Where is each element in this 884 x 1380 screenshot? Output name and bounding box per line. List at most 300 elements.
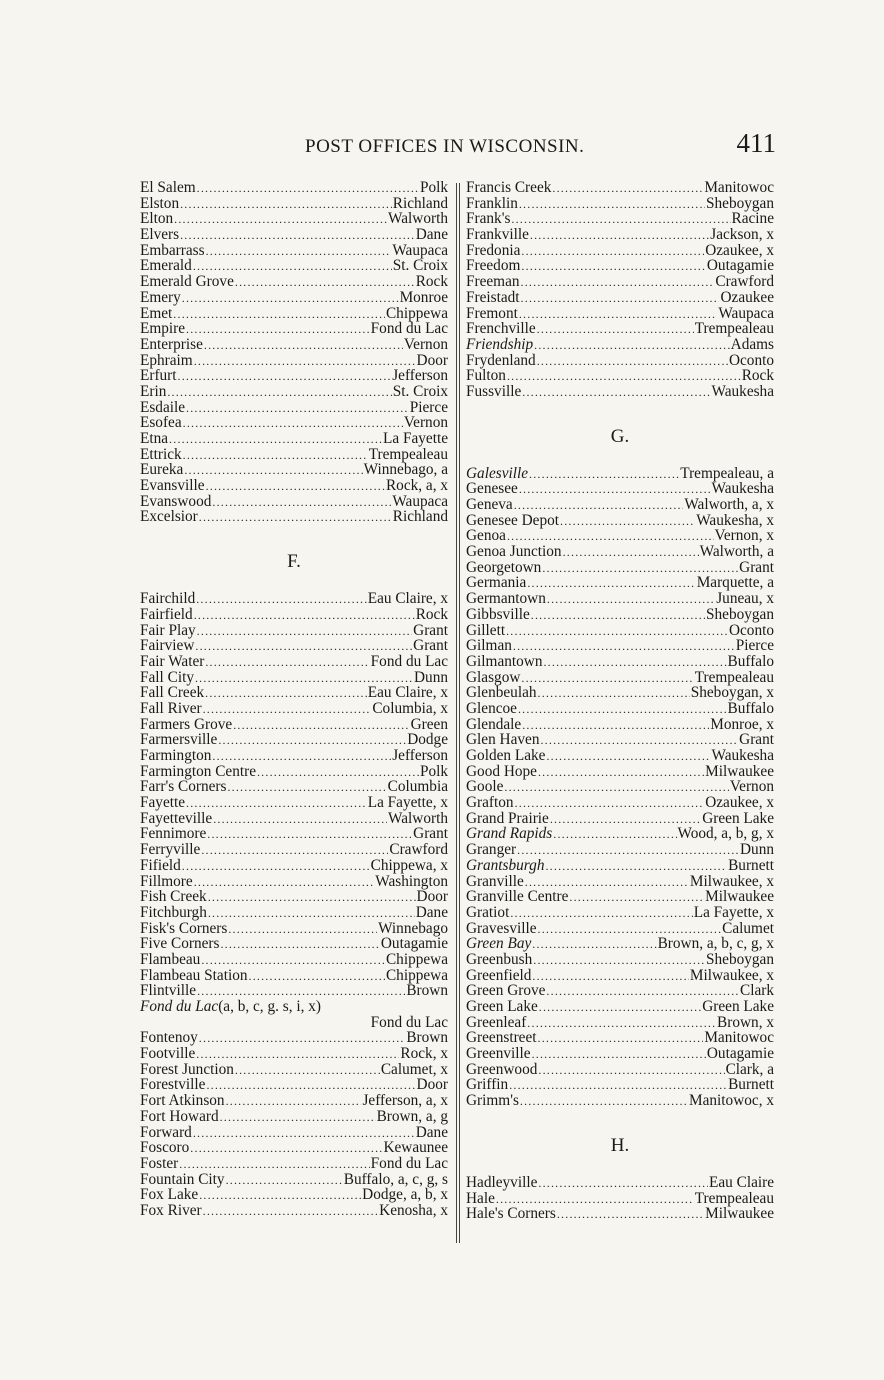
county-name: Crawford	[389, 841, 448, 859]
dot-leader	[521, 259, 705, 275]
post-office-entry	[466, 1093, 774, 1109]
post-office-entry	[466, 811, 774, 827]
dot-leader	[534, 338, 730, 354]
dot-leader	[521, 291, 720, 307]
post-office-entry	[466, 227, 774, 243]
dot-leader	[532, 937, 656, 953]
dot-leader	[228, 922, 377, 938]
county-name: Eau Claire, x	[367, 684, 448, 702]
dot-leader	[513, 639, 735, 655]
post-office-name: Fussville	[466, 382, 522, 400]
dot-leader	[569, 890, 704, 906]
post-office-entry	[140, 905, 448, 921]
dot-leader	[518, 702, 727, 718]
post-office-entry	[140, 623, 448, 639]
county-name: Juneau, x	[716, 590, 774, 608]
dot-leader	[538, 1063, 724, 1079]
dot-leader	[521, 244, 704, 260]
county-name: Crawford	[715, 273, 774, 291]
post-office-name: Fifield	[140, 856, 181, 874]
county-name: Waukesha, x	[696, 511, 774, 529]
dot-leader	[531, 608, 705, 624]
dot-leader	[180, 228, 415, 244]
post-office-entry	[140, 968, 448, 984]
post-office-name: Golden Lake	[466, 747, 546, 764]
dot-leader	[532, 969, 688, 985]
county-name: La Fayette, x	[367, 794, 448, 812]
post-office-name: Farr's Corners	[140, 778, 227, 796]
post-office-entry	[466, 1062, 774, 1078]
county-name: Brown	[406, 1029, 448, 1047]
post-office-entry	[466, 353, 774, 369]
county-name: Fond du Lac	[370, 1013, 448, 1031]
post-office-name: Genesee	[466, 480, 518, 498]
post-office-name: Grand Prairie	[466, 809, 549, 827]
dot-leader	[190, 1141, 382, 1157]
dot-leader	[522, 385, 710, 401]
county-name: Door	[416, 888, 448, 906]
county-name: Columbia, x	[372, 699, 448, 717]
post-office-entry	[140, 1015, 448, 1031]
post-office-name: Gravesville	[466, 919, 537, 937]
dot-leader	[517, 843, 739, 859]
dot-leader	[220, 937, 379, 953]
post-office-name: Emerald Grove	[140, 273, 234, 291]
post-office-name: Farmersville	[140, 731, 218, 749]
running-title: POST OFFICES IN WISCONSIN.	[305, 136, 585, 157]
post-office-entry	[140, 607, 448, 623]
county-name: Sheboygan	[706, 605, 774, 623]
post-office-entry	[140, 1125, 448, 1141]
post-office-entry	[466, 968, 774, 984]
county-name: Door	[416, 1076, 448, 1094]
post-office-name: Fontenoy	[140, 1029, 198, 1047]
county-name: Monroe, x	[710, 715, 774, 733]
county-name: Waukesha	[711, 382, 774, 400]
post-office-name: Gilman	[466, 637, 512, 655]
post-office-name: Erfurt	[140, 367, 177, 385]
county-name: La Fayette, x	[693, 903, 774, 921]
post-office-entry	[140, 811, 448, 827]
post-office-name: Griffin	[466, 1076, 509, 1094]
county-name: Dane	[415, 1123, 448, 1141]
dot-leader	[507, 369, 741, 385]
post-office-entry	[466, 905, 774, 921]
dot-leader	[519, 307, 717, 323]
dot-leader	[540, 733, 738, 749]
section-heading: G.	[610, 425, 630, 447]
county-name: Vernon	[729, 778, 774, 796]
post-office-entry	[466, 211, 774, 227]
post-office-name: Germania	[466, 574, 527, 592]
post-office-entry	[140, 321, 448, 337]
post-office-entry	[140, 180, 448, 196]
county-name: Milwaukee	[705, 762, 774, 780]
dot-leader	[538, 1031, 704, 1047]
post-office-name: Fish Creek	[140, 888, 207, 906]
county-name: Pierce	[735, 637, 774, 655]
dot-leader	[547, 592, 715, 608]
post-office-name: Footville	[140, 1045, 196, 1063]
county-name: Dodge	[407, 731, 448, 749]
county-name: Buffalo, a, c, g, s	[343, 1170, 448, 1188]
county-name: Ozaukee	[720, 288, 774, 306]
dot-leader	[529, 467, 679, 483]
dot-leader	[193, 1126, 415, 1142]
dot-leader	[186, 401, 409, 417]
county-name: Dane	[415, 226, 448, 244]
dot-leader	[511, 212, 730, 228]
county-name: Fond du Lac	[370, 1154, 448, 1172]
post-office-name: Gilmantown	[466, 652, 543, 670]
county-name: Jackson, x	[710, 226, 774, 244]
post-office-entry	[140, 638, 448, 654]
post-office-entry	[140, 211, 448, 227]
dot-leader	[184, 463, 362, 479]
post-office-entry	[140, 494, 448, 510]
post-office-name: Esofea	[140, 414, 182, 432]
county-name: Clark	[740, 982, 774, 1000]
county-name: Outagamie	[706, 1045, 774, 1063]
county-name: Racine	[731, 210, 774, 228]
post-office-entry	[140, 1187, 448, 1203]
dot-leader	[199, 510, 392, 526]
post-office-entry	[466, 1015, 774, 1031]
post-office-name: Fredonia	[466, 241, 521, 259]
post-office-entry	[140, 1203, 448, 1219]
post-office-name: Fitchburgh	[140, 903, 207, 921]
post-office-name: Genoa Junction	[466, 543, 562, 561]
county-name: Rock	[415, 273, 448, 291]
dot-leader	[227, 780, 386, 796]
post-office-name: Granville Centre	[466, 888, 569, 906]
county-name: Calumet	[722, 919, 774, 937]
dot-leader	[203, 1204, 379, 1220]
county-name: Sheboygan	[706, 950, 774, 968]
post-office-name: Granger	[466, 841, 517, 859]
dot-leader	[530, 228, 709, 244]
post-office-entry	[466, 321, 774, 337]
post-office-name: Fall City	[140, 668, 194, 686]
dot-leader	[182, 859, 370, 875]
post-office-entry	[140, 337, 448, 353]
county-name: Brown, x	[717, 1013, 774, 1031]
dot-leader	[194, 875, 375, 891]
post-office-entry	[466, 952, 774, 968]
county-name: Clark, a	[725, 1060, 774, 1078]
county-name: Eau Claire, x	[367, 590, 448, 608]
post-office-name: Germantown	[466, 590, 546, 608]
post-office-name: Fair Play	[140, 621, 196, 639]
dot-leader	[183, 448, 368, 464]
county-name: Grant	[739, 558, 774, 576]
post-office-name: Georgetown	[466, 558, 542, 576]
dot-leader	[201, 843, 388, 859]
post-office-name: Fort Atkinson	[140, 1092, 225, 1110]
post-office-name: Frydenland	[466, 351, 536, 369]
post-office-entry	[140, 196, 448, 212]
county-name: Walworth	[388, 809, 448, 827]
county-name: Dunn	[414, 668, 448, 686]
post-office-entry	[466, 544, 774, 560]
county-name: Waukesha	[711, 480, 774, 498]
left-column	[140, 180, 448, 1219]
post-office-entry	[466, 591, 774, 607]
post-office-entry	[466, 889, 774, 905]
dot-leader	[538, 765, 704, 781]
post-office-name: Francis Creek	[466, 179, 552, 196]
dot-leader	[521, 671, 693, 687]
dot-leader	[226, 1173, 343, 1189]
dot-leader	[519, 482, 711, 498]
post-office-entry	[140, 274, 448, 290]
post-office-entry	[466, 936, 774, 952]
post-office-name: Farmington	[140, 747, 212, 764]
county-name: Winnebago	[378, 919, 448, 937]
county-name: Sheboygan, x	[690, 684, 774, 702]
post-office-name: Greenfield	[466, 966, 532, 984]
county-name: Grant	[413, 637, 448, 655]
post-office-entry	[466, 1077, 774, 1093]
dot-leader	[207, 827, 412, 843]
post-office-entry	[140, 1109, 448, 1125]
post-office-entry	[466, 764, 774, 780]
post-office-name: Glasgow	[466, 668, 521, 686]
post-office-name: Fisk's Corners	[140, 919, 228, 937]
county-name: Fond du Lac	[370, 652, 448, 670]
county-name: Vernon, x	[714, 527, 774, 545]
post-office-entry	[140, 654, 448, 670]
post-office-name: Greenleaf	[466, 1013, 527, 1031]
post-office-name: Frankville	[466, 226, 529, 244]
dot-leader	[218, 733, 406, 749]
dot-leader	[169, 432, 382, 448]
post-office-name: Geneva	[466, 496, 513, 513]
county-name: Manitowoc	[704, 179, 774, 196]
county-name: Manitowoc	[704, 1029, 774, 1047]
post-office-entry	[140, 258, 448, 274]
post-office-name: Fort Howard	[140, 1107, 219, 1125]
county-name: Vernon	[403, 335, 448, 353]
post-office-entry	[140, 936, 448, 952]
county-name: Columbia	[387, 778, 448, 796]
county-name: Richland	[392, 194, 448, 212]
dot-leader	[235, 275, 415, 291]
dot-leader	[213, 812, 387, 828]
dot-leader	[539, 1000, 701, 1016]
post-office-entry	[466, 560, 774, 576]
post-office-name: Glen Haven	[466, 731, 540, 749]
post-office-entry	[466, 717, 774, 733]
county-name: Eau Claire	[709, 1173, 774, 1191]
post-office-entry	[466, 1046, 774, 1062]
dot-leader	[527, 1016, 716, 1032]
post-office-name: Fond du Lac	[140, 998, 219, 1015]
post-office-name: Fillmore	[140, 872, 193, 890]
post-office-name: Empire	[140, 320, 186, 338]
post-office-entry	[140, 701, 448, 717]
post-office-entry	[140, 826, 448, 842]
post-office-entry	[466, 1206, 774, 1222]
post-office-name: Fair Water	[140, 652, 205, 670]
county-name: Kenosha, x	[379, 1201, 448, 1219]
county-name: Waukesha	[711, 747, 774, 764]
post-office-name: Ettrick	[140, 445, 182, 463]
county-name: Trempealeau	[694, 320, 774, 338]
post-office-entry	[466, 1175, 774, 1191]
post-office-entry	[466, 466, 774, 482]
county-name: Jefferson	[392, 747, 448, 764]
post-office-name: Elvers	[140, 226, 180, 244]
post-office-name: Evanswood	[140, 492, 212, 510]
post-office-entry	[466, 196, 774, 212]
post-office-entry	[140, 748, 448, 764]
post-office-name: Fairfield	[140, 605, 193, 623]
county-name: Oconto	[728, 351, 774, 369]
county-name: Milwaukee	[705, 888, 774, 906]
county-name: Richland	[392, 508, 448, 526]
county-name: Winnebago, a	[363, 461, 448, 479]
dot-leader	[173, 307, 385, 323]
dot-leader	[537, 322, 694, 338]
post-office-entry	[140, 874, 448, 890]
dot-leader	[553, 827, 676, 843]
post-office-entry	[140, 1093, 448, 1109]
post-office-name: Farmers Grove	[140, 715, 233, 733]
post-office-name: Forest Junction	[140, 1060, 234, 1078]
post-office-entry	[140, 1140, 448, 1156]
dot-leader	[506, 624, 728, 640]
post-office-name: Flambeau	[140, 950, 201, 968]
dot-leader	[178, 369, 392, 385]
post-office-name: Gillett	[466, 621, 506, 639]
county-name: Grant	[739, 731, 774, 749]
county-name: Grant	[413, 825, 448, 843]
post-office-name: Fall River	[140, 699, 202, 717]
post-office-name: Greenstreet	[466, 1029, 537, 1047]
post-office-entry	[140, 795, 448, 811]
county-name: Trempealeau	[694, 1189, 774, 1207]
post-office-entry	[466, 243, 774, 259]
county-name: Door	[416, 351, 448, 369]
post-office-name: Gratiot	[466, 903, 510, 921]
county-name: Fond du Lac	[370, 320, 448, 338]
post-office-name: Grantsburgh	[466, 856, 545, 874]
post-office-name: Fox River	[140, 1201, 202, 1219]
post-office-entry	[140, 400, 448, 416]
post-office-entry	[140, 243, 448, 259]
county-name: Outagamie	[380, 935, 448, 953]
county-name: Milwaukee, x	[689, 872, 774, 890]
post-office-name: Emerald	[140, 257, 192, 275]
county-name: Kewaunee	[383, 1139, 448, 1157]
dot-leader	[519, 197, 705, 213]
post-office-entry	[466, 368, 774, 384]
post-office-name: Foscoro	[140, 1139, 190, 1157]
county-name: Dane	[415, 903, 448, 921]
post-office-entry	[140, 227, 448, 243]
county-name: Adams	[730, 335, 774, 353]
post-office-entry	[140, 509, 448, 525]
dot-leader	[186, 322, 370, 338]
county-name: Waupaca	[392, 241, 448, 259]
county-name: Chippewa	[385, 950, 448, 968]
county-name: Walworth, a	[699, 543, 774, 561]
county-name: Brown, a, g	[376, 1107, 448, 1125]
post-office-entry	[140, 1077, 448, 1093]
post-office-entry	[140, 431, 448, 447]
county-name: Buffalo	[727, 652, 774, 670]
county-name: St. Croix	[392, 257, 448, 275]
post-office-name: El Salem	[140, 179, 196, 196]
post-office-name: Frenchville	[466, 320, 536, 338]
county-name: Monroe	[399, 288, 448, 306]
county-name: Rock	[415, 605, 448, 623]
county-name: Dunn	[740, 841, 774, 859]
post-office-entry	[466, 290, 774, 306]
post-office-entry	[466, 528, 774, 544]
dot-leader	[196, 592, 366, 608]
post-office-codes: (a, b, c, g. s, i, x)	[218, 998, 321, 1015]
county-name: St. Croix	[392, 382, 448, 400]
county-name: Waupaca	[392, 492, 448, 510]
county-name: Outagamie	[706, 257, 774, 275]
post-office-name: Greenbush	[466, 950, 533, 968]
post-office-entry	[140, 290, 448, 306]
post-office-name: Fox Lake	[140, 1186, 199, 1204]
dot-leader	[557, 1207, 704, 1223]
post-office-entry	[466, 983, 774, 999]
dot-leader	[186, 796, 367, 812]
post-office-entry	[140, 1156, 448, 1172]
post-office-name: Green Bay	[466, 935, 532, 953]
post-office-entry	[466, 654, 774, 670]
dot-leader	[204, 338, 403, 354]
post-office-name: Hale's Corners	[466, 1205, 556, 1223]
post-office-entry	[466, 685, 774, 701]
county-name: Marquette, a	[696, 574, 774, 592]
post-office-entry	[140, 462, 448, 478]
dot-leader	[520, 1094, 688, 1110]
post-office-name: Freedom	[466, 257, 521, 275]
post-office-entry	[140, 447, 448, 463]
post-office-entry	[140, 353, 448, 369]
column-divider	[456, 183, 460, 1243]
post-office-name: Ferryville	[140, 841, 201, 859]
county-name: Burnett	[728, 856, 774, 874]
county-name: Trempealeau	[368, 445, 448, 463]
dot-leader	[208, 890, 416, 906]
county-name: Oconto	[728, 621, 774, 639]
post-office-entry	[466, 384, 774, 400]
post-office-entry	[140, 306, 448, 322]
post-office-entry	[466, 513, 774, 529]
county-name: Buffalo	[727, 699, 774, 717]
post-office-entry	[466, 779, 774, 795]
county-name: Walworth	[388, 210, 448, 228]
county-name: Manitowoc, x	[689, 1092, 774, 1110]
post-office-entry	[140, 921, 448, 937]
dot-leader	[194, 354, 416, 370]
dot-leader	[235, 1063, 380, 1079]
dot-leader	[167, 385, 391, 401]
county-name: Dodge, a, b, x	[362, 1186, 448, 1204]
post-office-entry	[466, 1191, 774, 1207]
post-office-name: Gibbsville	[466, 605, 530, 623]
post-office-name: Fall Creek	[140, 684, 205, 702]
post-office-name: Flambeau Station	[140, 966, 248, 984]
post-office-name: Emery	[140, 288, 181, 306]
